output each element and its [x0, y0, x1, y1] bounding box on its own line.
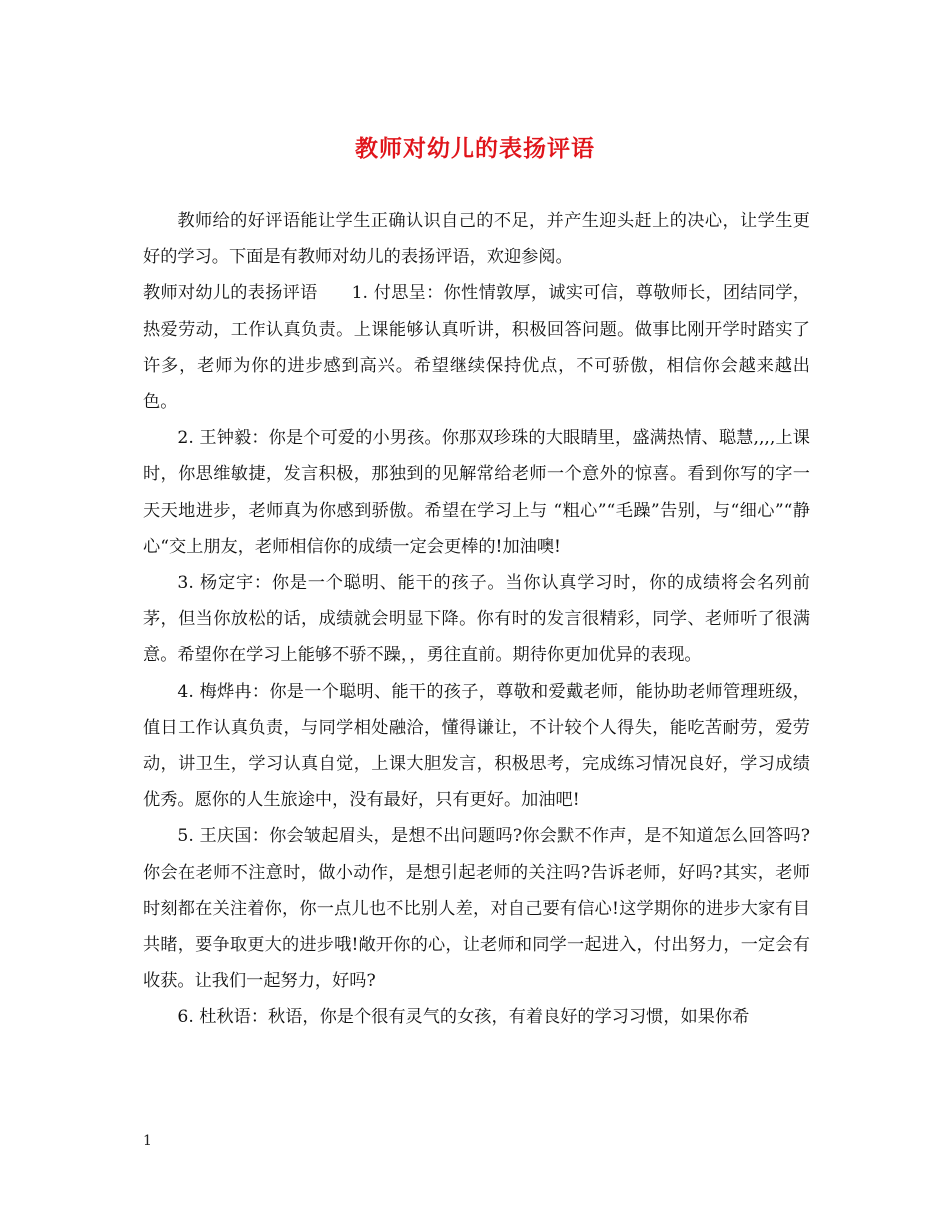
- document-title: 教师对幼儿的表扬评语: [355, 135, 595, 162]
- document-body: [143, 203, 810, 1036]
- section-label: 教师对幼儿的表扬评语: [143, 283, 318, 304]
- comment-item-3: 3. 杨定宇：你是一个聪明、能干的孩子。当你认真学习时，你的成绩将会名列前茅，但当你放松的话，成绩就会明显下降。你有时的发言很精彩，同学、老师听了很满意。希望你在学习上能够不骄不躁，，勇往直前。期待你更加优异的表现。: [143, 573, 810, 666]
- comment-item-4: 4. 梅烨冉：你是一个聪明、能干的孩子，尊敬和爱戴老师，能协助老师管理班级，值日工作认真负责，与同学相处融洽，懂得谦让，不计较个人得失，能吃苦耐劳，爱劳动，讲卫生，学习认真自觉，上课大胆发言，积极思考，完成练习情况良好，学习成绩优秀。愿你的人生旅途中，没有最好，只有更好。加油吧!: [143, 681, 810, 811]
- page-number: 1: [143, 1133, 152, 1149]
- intro-paragraph: 教师给的好评语能让学生正确认识自己的不足，并产生迎头赶上的决心，让学生更好的学习。下面是有教师对幼儿的表扬评语，欢迎参阅。: [143, 211, 810, 268]
- comment-item-2: 2. 王钟毅：你是个可爱的小男孩。你那双珍珠的大眼睛里，盛满热情、聪慧,,,,上课时，你思维敏捷，发言积极，那独到的见解常给老师一个意外的惊喜。看到你写的字一天天地进步，老师真为你感到骄傲。希望在学习上与 “粗心”“毛躁”告别，与“细心”“静心“交上朋友，老师相信你的成绩一定会更棒的!加油噢!: [143, 428, 810, 557]
- comment-item-6: 6. 杜秋语：秋语，你是个很有灵气的女孩，有着良好的学习习惯，如果你希: [177, 1007, 750, 1028]
- comment-item-1: 1. 付思呈：你性情敦厚，诚实可信，尊敬师长，团结同学，热爱劳动，工作认真负责。上课能够认真听讲，积极回答问题。做事比刚开学时踏实了许多，老师为你的进步感到高兴。希望继续保持优点，不可骄傲，相信你会越来越出色。: [143, 283, 810, 413]
- comment-item-5: 5. 王庆国：你会皱起眉头，是想不出问题吗?你会默不作声，是不知道怎么回答吗?你会在老师不注意时，做小动作，是想引起老师的关注吗?告诉老师，好吗?其实，老师时刻都在关注着你，你一点儿也不比别人差，对自己要有信心!这学期你的进步大家有目共睹，要争取更大的进步哦!敞开你的心，让老师和同学一起进入，付出努力，一定会有收获。让我们一起努力，好吗?: [143, 826, 810, 992]
- section-paragraph-1: [143, 275, 810, 420]
